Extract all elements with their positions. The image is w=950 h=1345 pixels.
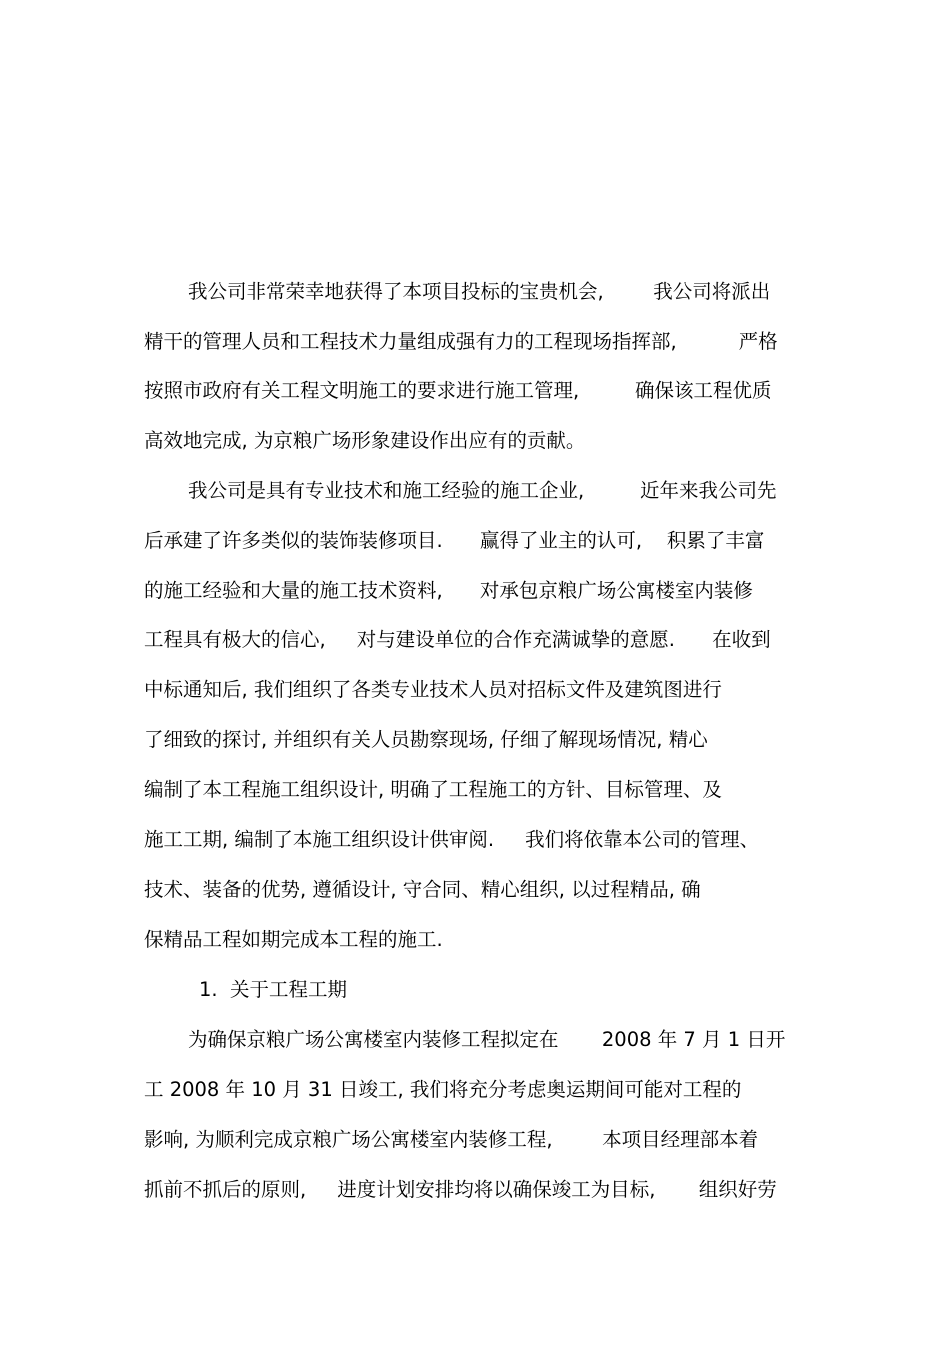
text-line: 我公司是具有专业技术和施工经验的施工企业, 近年来我公司先 xyxy=(188,479,777,502)
text-line: 高效地完成, 为京粮广场形象建设作出应有的贡献。 xyxy=(144,429,586,452)
text-line: 保精品工程如期完成本工程的施工. xyxy=(144,928,443,951)
text-line: 了细致的探讨, 并组织有关人员勘察现场, 仔细了解现场情况, 精心 xyxy=(144,728,708,751)
text-line: 施工工期, 编制了本施工组织设计供审阅. 我们将依靠本公司的管理、 xyxy=(144,828,760,851)
text-line: 工 2008 年 10 月 31 日竣工, 我们将充分考虑奥运期间可能对工程的 xyxy=(144,1078,742,1101)
text-line: 后承建了许多类似的装饰装修项目. 赢得了业主的认可, 积累了丰富 xyxy=(144,529,765,552)
text-line: 精干的管理人员和工程技术力量组成强有力的工程现场指挥部, 严格 xyxy=(144,330,778,353)
text-line: 我公司非常荣幸地获得了本项目投标的宝贵机会, 我公司将派出 xyxy=(188,280,771,303)
text-line: 按照市政府有关工程文明施工的要求进行施工管理, 确保该工程优质 xyxy=(144,379,772,402)
text-line: 为确保京粮广场公寓楼室内装修工程拟定在 2008 年 7 月 1 日开 xyxy=(188,1028,786,1051)
text-line: 技术、装备的优势, 遵循设计, 守合同、精心组织, 以过程精品, 确 xyxy=(144,878,701,901)
text-line: 影响, 为顺利完成京粮广场公寓楼室内装修工程, 本项目经理部本着 xyxy=(144,1128,759,1151)
text-line: 中标通知后, 我们组织了各类专业技术人员对招标文件及建筑图进行 xyxy=(144,678,722,701)
text-line: 工程具有极大的信心, 对与建设单位的合作充满诚挚的意愿. 在收到 xyxy=(144,628,771,651)
section-heading: 1. 关于工程工期 xyxy=(199,978,348,1001)
text-line: 编制了本工程施工组织设计, 明确了工程施工的方针、目标管理、及 xyxy=(144,778,722,801)
text-line: 的施工经验和大量的施工技术资料, 对承包京粮广场公寓楼室内装修 xyxy=(144,579,753,602)
text-line: 抓前不抓后的原则, 进度计划安排均将以确保竣工为目标, 组织好劳 xyxy=(144,1178,777,1201)
